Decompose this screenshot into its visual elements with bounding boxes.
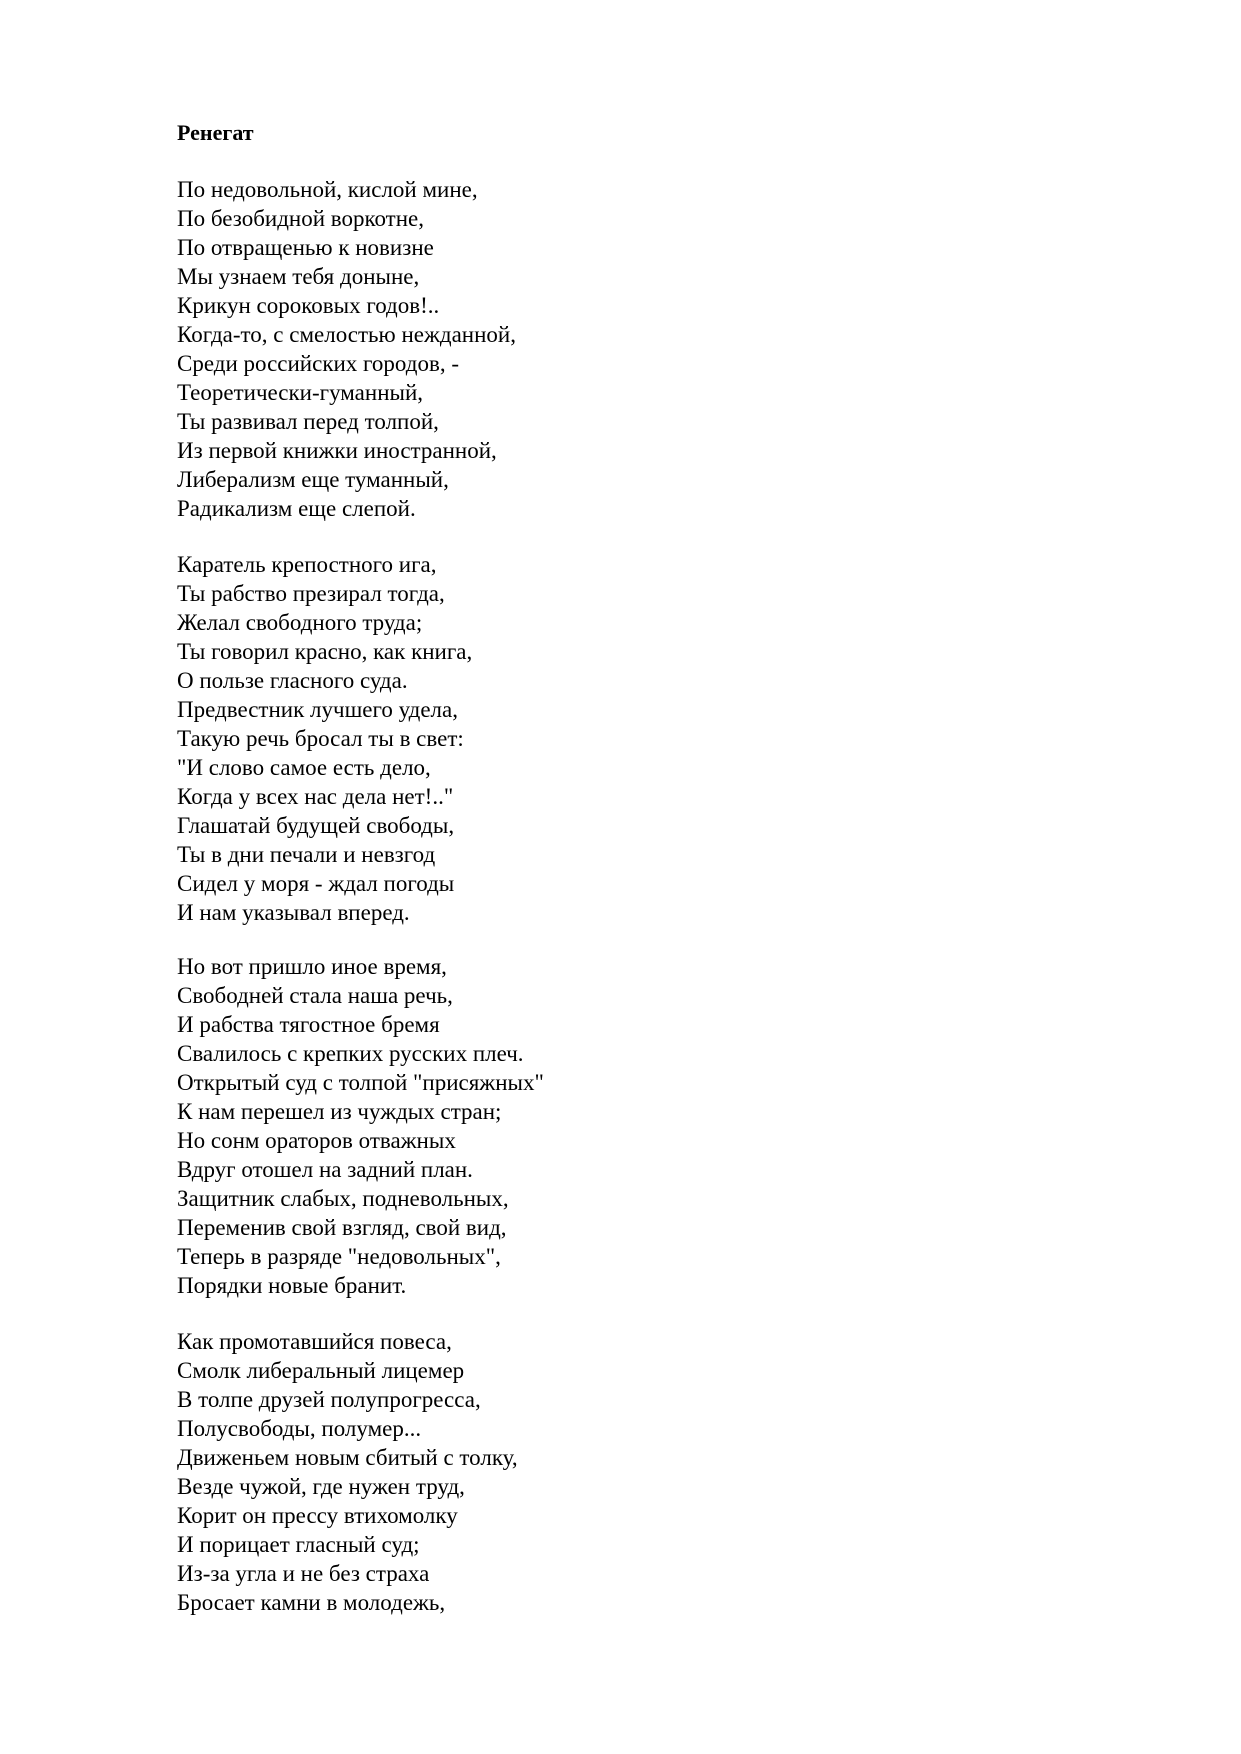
- poem-line: В толпе друзей полупрогресса,: [177, 1387, 481, 1412]
- poem-line: Порядки новые бранит.: [177, 1273, 407, 1298]
- stanza-3: [177, 952, 544, 1300]
- poem-line: Глашатай будущей свободы,: [177, 813, 455, 838]
- poem-line: Когда-то, с смелостью нежданной,: [177, 322, 516, 347]
- poem-line: Из первой книжки иностранной,: [177, 438, 497, 463]
- poem-line: Радикализм еще слепой.: [177, 496, 416, 521]
- poem-line: Когда у всех нас дела нет!..": [177, 784, 454, 809]
- stanza-1: [177, 175, 516, 523]
- poem-line: Желал свободного труда;: [177, 610, 423, 635]
- poem-line: Корит он прессу втихомолку: [177, 1503, 458, 1528]
- stanza-2: [177, 550, 472, 927]
- poem-line: По недовольной, кислой мине,: [177, 177, 478, 202]
- poem-title: Ренегат: [177, 120, 254, 145]
- poem-line: Теоретически-гуманный,: [177, 380, 424, 405]
- poem-line: Вдруг отошел на задний план.: [177, 1157, 473, 1182]
- poem-line: Предвестник лучшего удела,: [177, 697, 458, 722]
- poem-line: Мы узнаем тебя доныне,: [177, 264, 420, 289]
- poem-line: Полусвободы, полумер...: [177, 1416, 422, 1441]
- poem-line: Но вот пришло иное время,: [177, 954, 447, 979]
- poem-line: По отвращенью к новизне: [177, 235, 434, 260]
- poem-line: Из-за угла и не без страха: [177, 1561, 430, 1586]
- poem-line: Каратель крепостного ига,: [177, 552, 437, 577]
- poem-line: И нам указывал вперед.: [177, 900, 410, 925]
- poem-line: Везде чужой, где нужен труд,: [177, 1474, 465, 1499]
- poem-line: Защитник слабых, подневольных,: [177, 1186, 509, 1211]
- poem-line: Бросает камни в молодежь,: [177, 1590, 446, 1615]
- poem-line: Либерализм еще туманный,: [177, 467, 449, 492]
- poem-line: К нам перешел из чуждых стран;: [177, 1099, 502, 1124]
- poem-line: По безобидной воркотне,: [177, 206, 425, 231]
- poem-line: Но сонм ораторов отважных: [177, 1128, 456, 1153]
- poem-line: Открытый суд с толпой "присяжных": [177, 1070, 544, 1095]
- poem-line: Крикун сороковых годов!..: [177, 293, 440, 318]
- poem-line: Смолк либеральный лицемер: [177, 1358, 465, 1383]
- poem-line: Ты развивал перед толпой,: [177, 409, 439, 434]
- poem-line: Движеньем новым сбитый с толку,: [177, 1445, 518, 1470]
- poem-line: Переменив свой взгляд, свой вид,: [177, 1215, 507, 1240]
- poem-line: И порицает гласный суд;: [177, 1532, 420, 1557]
- poem-line: Как промотавшийся повеса,: [177, 1329, 452, 1354]
- poem-line: Свалилось с крепких русских плеч.: [177, 1041, 524, 1066]
- poem-line: Ты рабство презирал тогда,: [177, 581, 445, 606]
- poem-line: Среди российских городов, -: [177, 351, 459, 376]
- poem-line: Теперь в разряде "недовольных",: [177, 1244, 501, 1269]
- poem-line: Сидел у моря - ждал погоды: [177, 871, 455, 896]
- poem-line: Такую речь бросал ты в свет:: [177, 726, 464, 751]
- poem-line: Ты говорил красно, как книга,: [177, 639, 473, 664]
- poem-line: О пользе гласного суда.: [177, 668, 408, 693]
- poem-line: И рабства тягостное бремя: [177, 1012, 440, 1037]
- poem-line: Ты в дни печали и невзгод: [177, 842, 436, 867]
- poem-line: Свободней стала наша речь,: [177, 983, 453, 1008]
- stanza-4: [177, 1327, 518, 1617]
- poem-line: "И слово самое есть дело,: [177, 755, 431, 780]
